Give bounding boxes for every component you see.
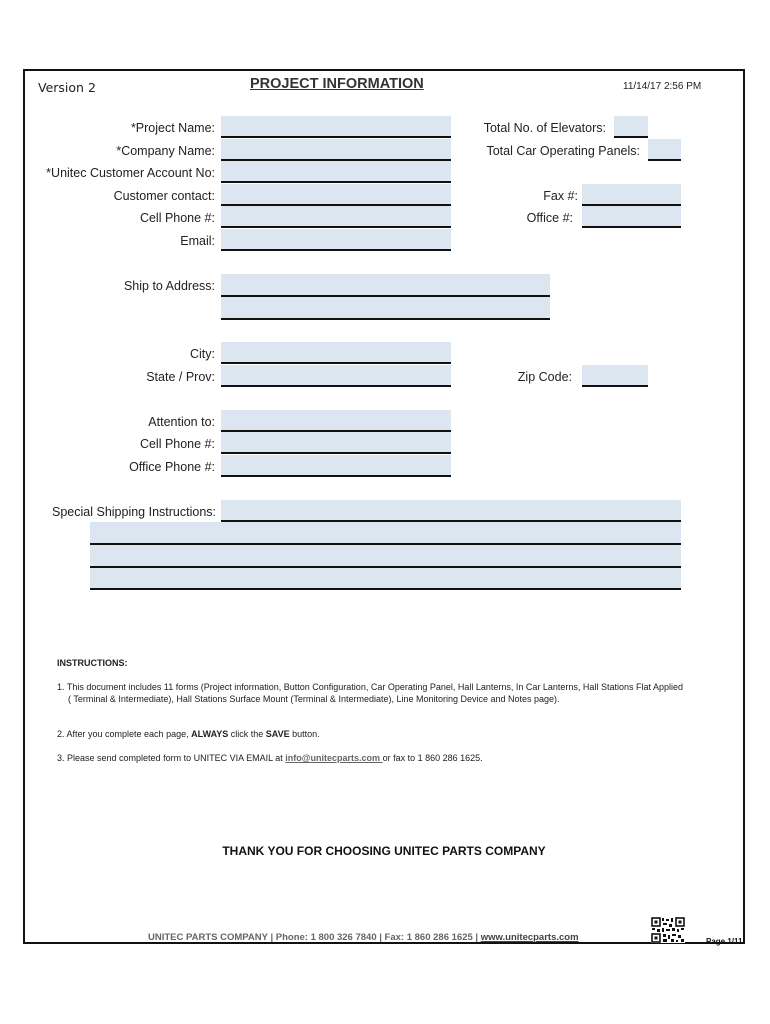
ship-to-label: Ship to Address: <box>123 279 215 293</box>
special-field-line2[interactable] <box>90 522 681 545</box>
instructions-heading: INSTRUCTIONS: <box>57 658 128 668</box>
project-name-field[interactable] <box>221 116 451 138</box>
zip-label: Zip Code: <box>517 370 572 384</box>
instruction-item-2 <box>57 728 320 740</box>
email-field[interactable] <box>221 229 451 251</box>
project-name-label: *Project Name: <box>130 121 215 135</box>
office-label: Office #: <box>526 211 573 225</box>
footer <box>148 932 579 943</box>
footer-contact: UNITEC PARTS COMPANY | Phone: 1 800 326 7840 | Fax: 1 860 286 1625 | <box>148 932 481 943</box>
special-field-line4[interactable] <box>90 568 681 590</box>
att-cell-field[interactable] <box>221 432 451 454</box>
state-label: State / Prov: <box>146 370 215 384</box>
state-field[interactable] <box>221 365 451 387</box>
total-cop-field[interactable] <box>648 139 681 161</box>
website-link[interactable]: www.unitecparts.com <box>480 932 579 943</box>
instruction-3-fax: or fax to 1 860 286 1625. <box>382 753 483 763</box>
zip-field[interactable] <box>582 365 648 387</box>
special-field-line1[interactable] <box>221 500 681 522</box>
instruction-2-text: 2. After you complete each page, <box>57 729 192 739</box>
att-office-field[interactable] <box>221 455 451 477</box>
instruction-2-text-c: button. <box>289 729 320 739</box>
company-name-field[interactable] <box>221 139 451 161</box>
account-no-label: *Unitec Customer Account No: <box>46 166 215 180</box>
instruction-item-3 <box>57 752 483 764</box>
special-field-line3[interactable] <box>90 545 681 568</box>
city-field[interactable] <box>221 342 451 364</box>
attention-label: Attention to: <box>148 415 215 429</box>
instruction-2-always: ALWAYS <box>191 729 229 739</box>
attention-field[interactable] <box>221 410 451 432</box>
email-label: Email: <box>180 234 215 248</box>
page-title: PROJECT INFORMATION <box>250 76 424 92</box>
att-cell-label: Cell Phone #: <box>139 437 215 451</box>
total-elevators-label: Total No. of Elevators: <box>483 121 606 135</box>
thank-you-text: THANK YOU FOR CHOOSING UNITEC PARTS COMPANY <box>222 844 546 858</box>
ship-to-field-line2[interactable] <box>221 297 550 320</box>
instruction-2-save: SAVE <box>265 729 290 739</box>
total-cop-label: Total Car Operating Panels: <box>486 144 640 158</box>
office-field[interactable] <box>582 206 681 228</box>
account-no-field[interactable] <box>221 161 451 183</box>
instruction-2-text-b: click the <box>228 729 266 739</box>
fax-field[interactable] <box>582 184 681 206</box>
city-label: City: <box>190 347 215 361</box>
instruction-3-text: 3. Please send completed form to UNITEC VIA EMAIL at <box>57 753 286 763</box>
form-page <box>23 69 745 944</box>
timestamp: 11/14/17 2:56 PM <box>623 81 702 92</box>
total-elevators-field[interactable] <box>614 116 648 138</box>
email-link[interactable]: info@unitecparts.com <box>285 753 383 763</box>
cell-phone-field[interactable] <box>221 206 451 228</box>
cell-phone-label: Cell Phone #: <box>139 211 215 225</box>
qr-code-icon <box>651 917 685 943</box>
ship-to-field-line1[interactable] <box>221 274 550 297</box>
special-label: Special Shipping Instructions: <box>52 505 216 519</box>
instruction-item-1: 1. This document includes 11 forms (Project information, Button Configuration, Car Operating Panel, Hall Lanterns, In Car Lanterns, Hall Stations Flat Applied ( Terminal & Intermediate), Hall Stations Surface Mount (Terminal & Intermediate), Line Monitoring Device and Notes page). <box>57 682 683 704</box>
fax-label: Fax #: <box>543 189 578 203</box>
company-name-label: *Company Name: <box>116 144 215 158</box>
customer-contact-label: Customer contact: <box>113 189 215 203</box>
att-office-label: Office Phone #: <box>129 460 215 474</box>
page-number: Page 1/11 <box>706 937 743 946</box>
customer-contact-field[interactable] <box>221 184 451 206</box>
version-label: Version 2 <box>38 80 96 95</box>
